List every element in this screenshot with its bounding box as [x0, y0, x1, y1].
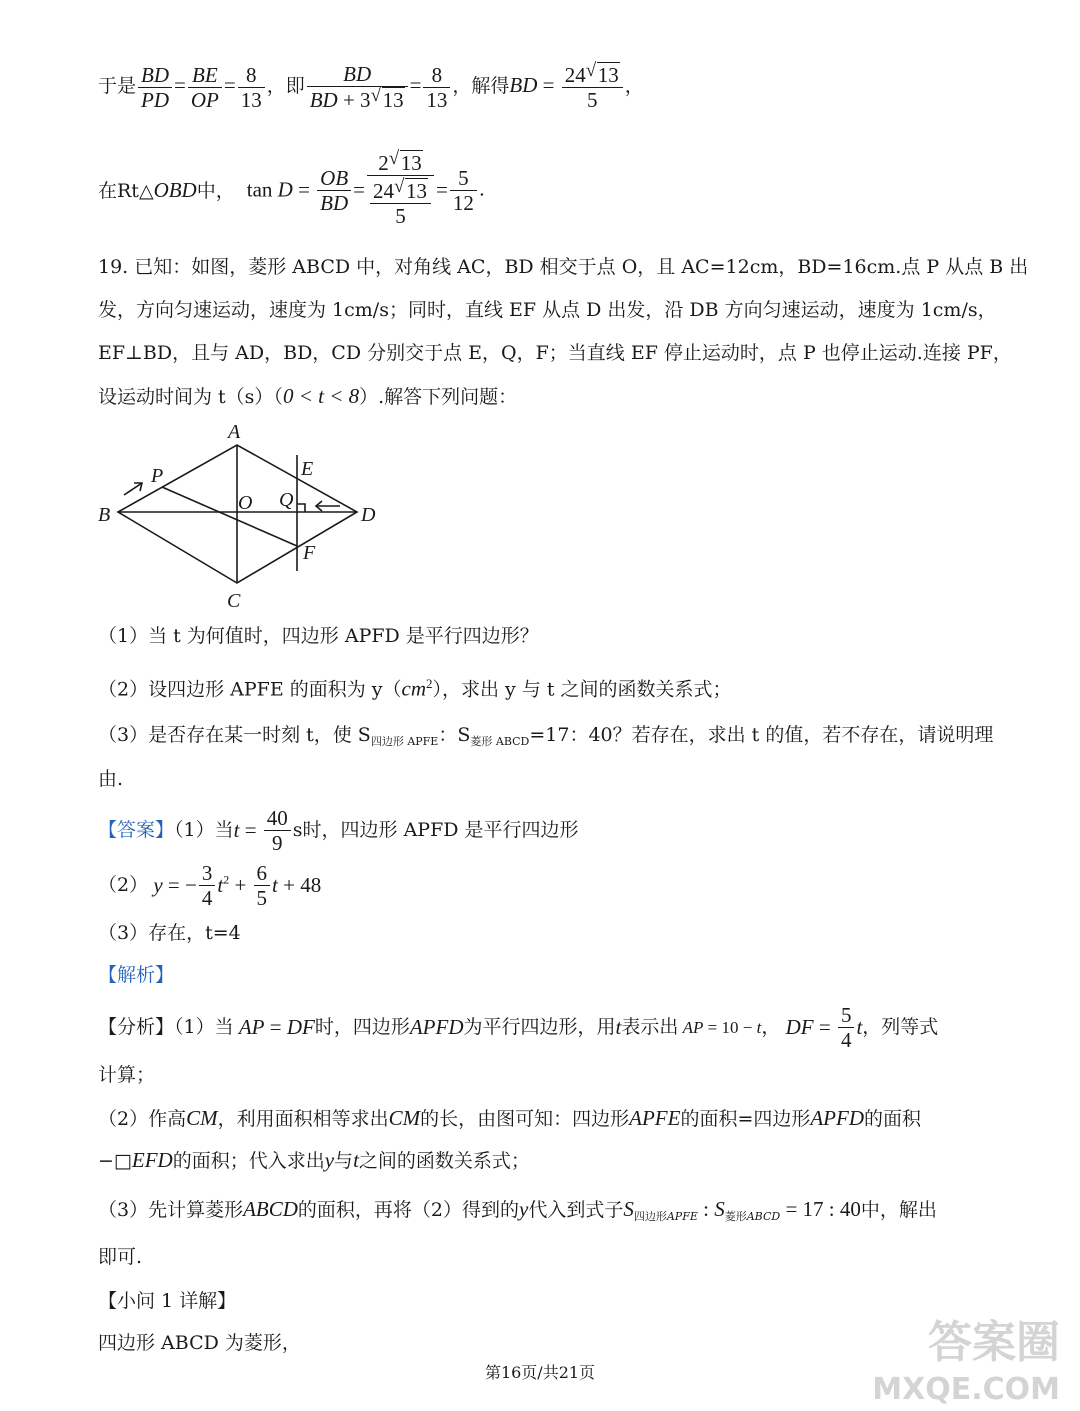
label-o: O: [238, 492, 253, 514]
q19-line-3: EF⊥BD，且与 AD，BD，CD 分别交于点 E，Q，F；当直线 EF 停止运动时，点 P 也停止运动.连接 PF，: [98, 342, 1012, 364]
analysis-2-cont: −□EFD的面积；代入求出y与t之间的函数关系式；: [98, 1148, 530, 1172]
rhombus-statement: 四边形 ABCD 为菱形，: [98, 1332, 301, 1354]
label-q: Q: [279, 489, 294, 511]
watermark-logo: 答案圈: [928, 1317, 1060, 1368]
derivation-line-1: 于是 $\frac{BD}{PD}$ = $\frac{BE}{OP}$ = $\frac{8}{13}$ ，即 BD BD + 3 √ 13 = $\frac{8}{13}$ ，解得BD = 24 √ 13 5 ，: [98, 60, 644, 113]
arrow-p: [124, 483, 142, 495]
q19-line-1: 19. 已知：如图，菱形 ABCD 中，对角线 AC，BD 相交于点 O，且 AC=12cm，BD=16cm.点 P 从点 B 出: [98, 256, 1029, 278]
label-b: B: [98, 504, 111, 526]
label-c: C: [227, 590, 241, 612]
question-3: （3）是否存在某一时刻 t，使 $S_{四边形 APFE}$：$S_{菱形 ABCD}=17$：40？若存在，求出 t 的值，若不存在，请说明理: [98, 724, 994, 748]
question-3-cont: 由.: [98, 768, 124, 790]
label-f: F: [303, 542, 316, 564]
rhombus-figure: [90, 415, 390, 615]
page-number: 第16页/共21页: [484, 1363, 596, 1382]
label-p: P: [151, 465, 164, 487]
answer-tag: 【答案】: [98, 819, 175, 842]
q19-line-4: 设运动时间为 t（s）（0 < t < 8）.解答下列问题：: [98, 384, 518, 408]
label-e: E: [301, 458, 314, 480]
analysis-1-cont: 计算；: [98, 1064, 156, 1086]
question-1: （1）当 t 为何值时，四边形 APFD 是平行四边形？: [98, 625, 539, 647]
analysis-3: （3）先计算菱形ABCD的面积，再将（2）得到的y代入到式子$S_{四边形APFE}$ : $S_{菱形ABCD} = 17$ : 40中，解出: [98, 1197, 937, 1223]
label-a: A: [228, 421, 241, 443]
watermark-url: MXQE.COM: [872, 1372, 1060, 1407]
subquestion-1-detail: 【小问 1 详解】: [98, 1290, 237, 1312]
answer-2: （2） y = − $\frac{3}{4}$ $t^2$ + $\frac{6}{5}$ t + 48: [98, 861, 322, 911]
right-angle-mark: [297, 504, 305, 512]
question-2: （2）设四边形 APFE 的面积为 $y(cm^2)$，求出 y 与 t 之间的函数关系式；: [98, 676, 732, 701]
segment-pf: [162, 487, 297, 546]
analysis-3-cont: 即可.: [98, 1246, 143, 1268]
label-d: D: [361, 504, 376, 526]
analysis-2: （2）作高CM，利用面积相等求出CM的长，由图可知：四边形APFE的面积=四边形APFD的面积: [98, 1106, 922, 1130]
analysis-tag: 【解析】: [98, 964, 175, 986]
derivation-line-2: 在Rt△OBD中， tan D = $\frac{OB}{BD}$ = 2 √ 13 24 √ 13 5 = $\frac{5}{12}$ .: [98, 148, 485, 229]
analysis-1: 【分析】（1）当 AP = DF时，四边形APFD为平行四边形，用t表示出 AP = 10 − t， DF = $\frac{5}{4}$ t，列等式: [98, 1003, 939, 1053]
answer-3: （3）存在，t=4: [98, 922, 241, 944]
q19-line-2: 发，方向匀速运动，速度为 1cm/s；同时，直线 EF 从点 D 出发，沿 DB 方向匀速运动，速度为 1cm/s，: [98, 299, 997, 321]
answer-1: 【答案】（1）当t = $\frac{40}{9}$ s时，四边形 APFD 是平行四边形: [98, 806, 579, 856]
